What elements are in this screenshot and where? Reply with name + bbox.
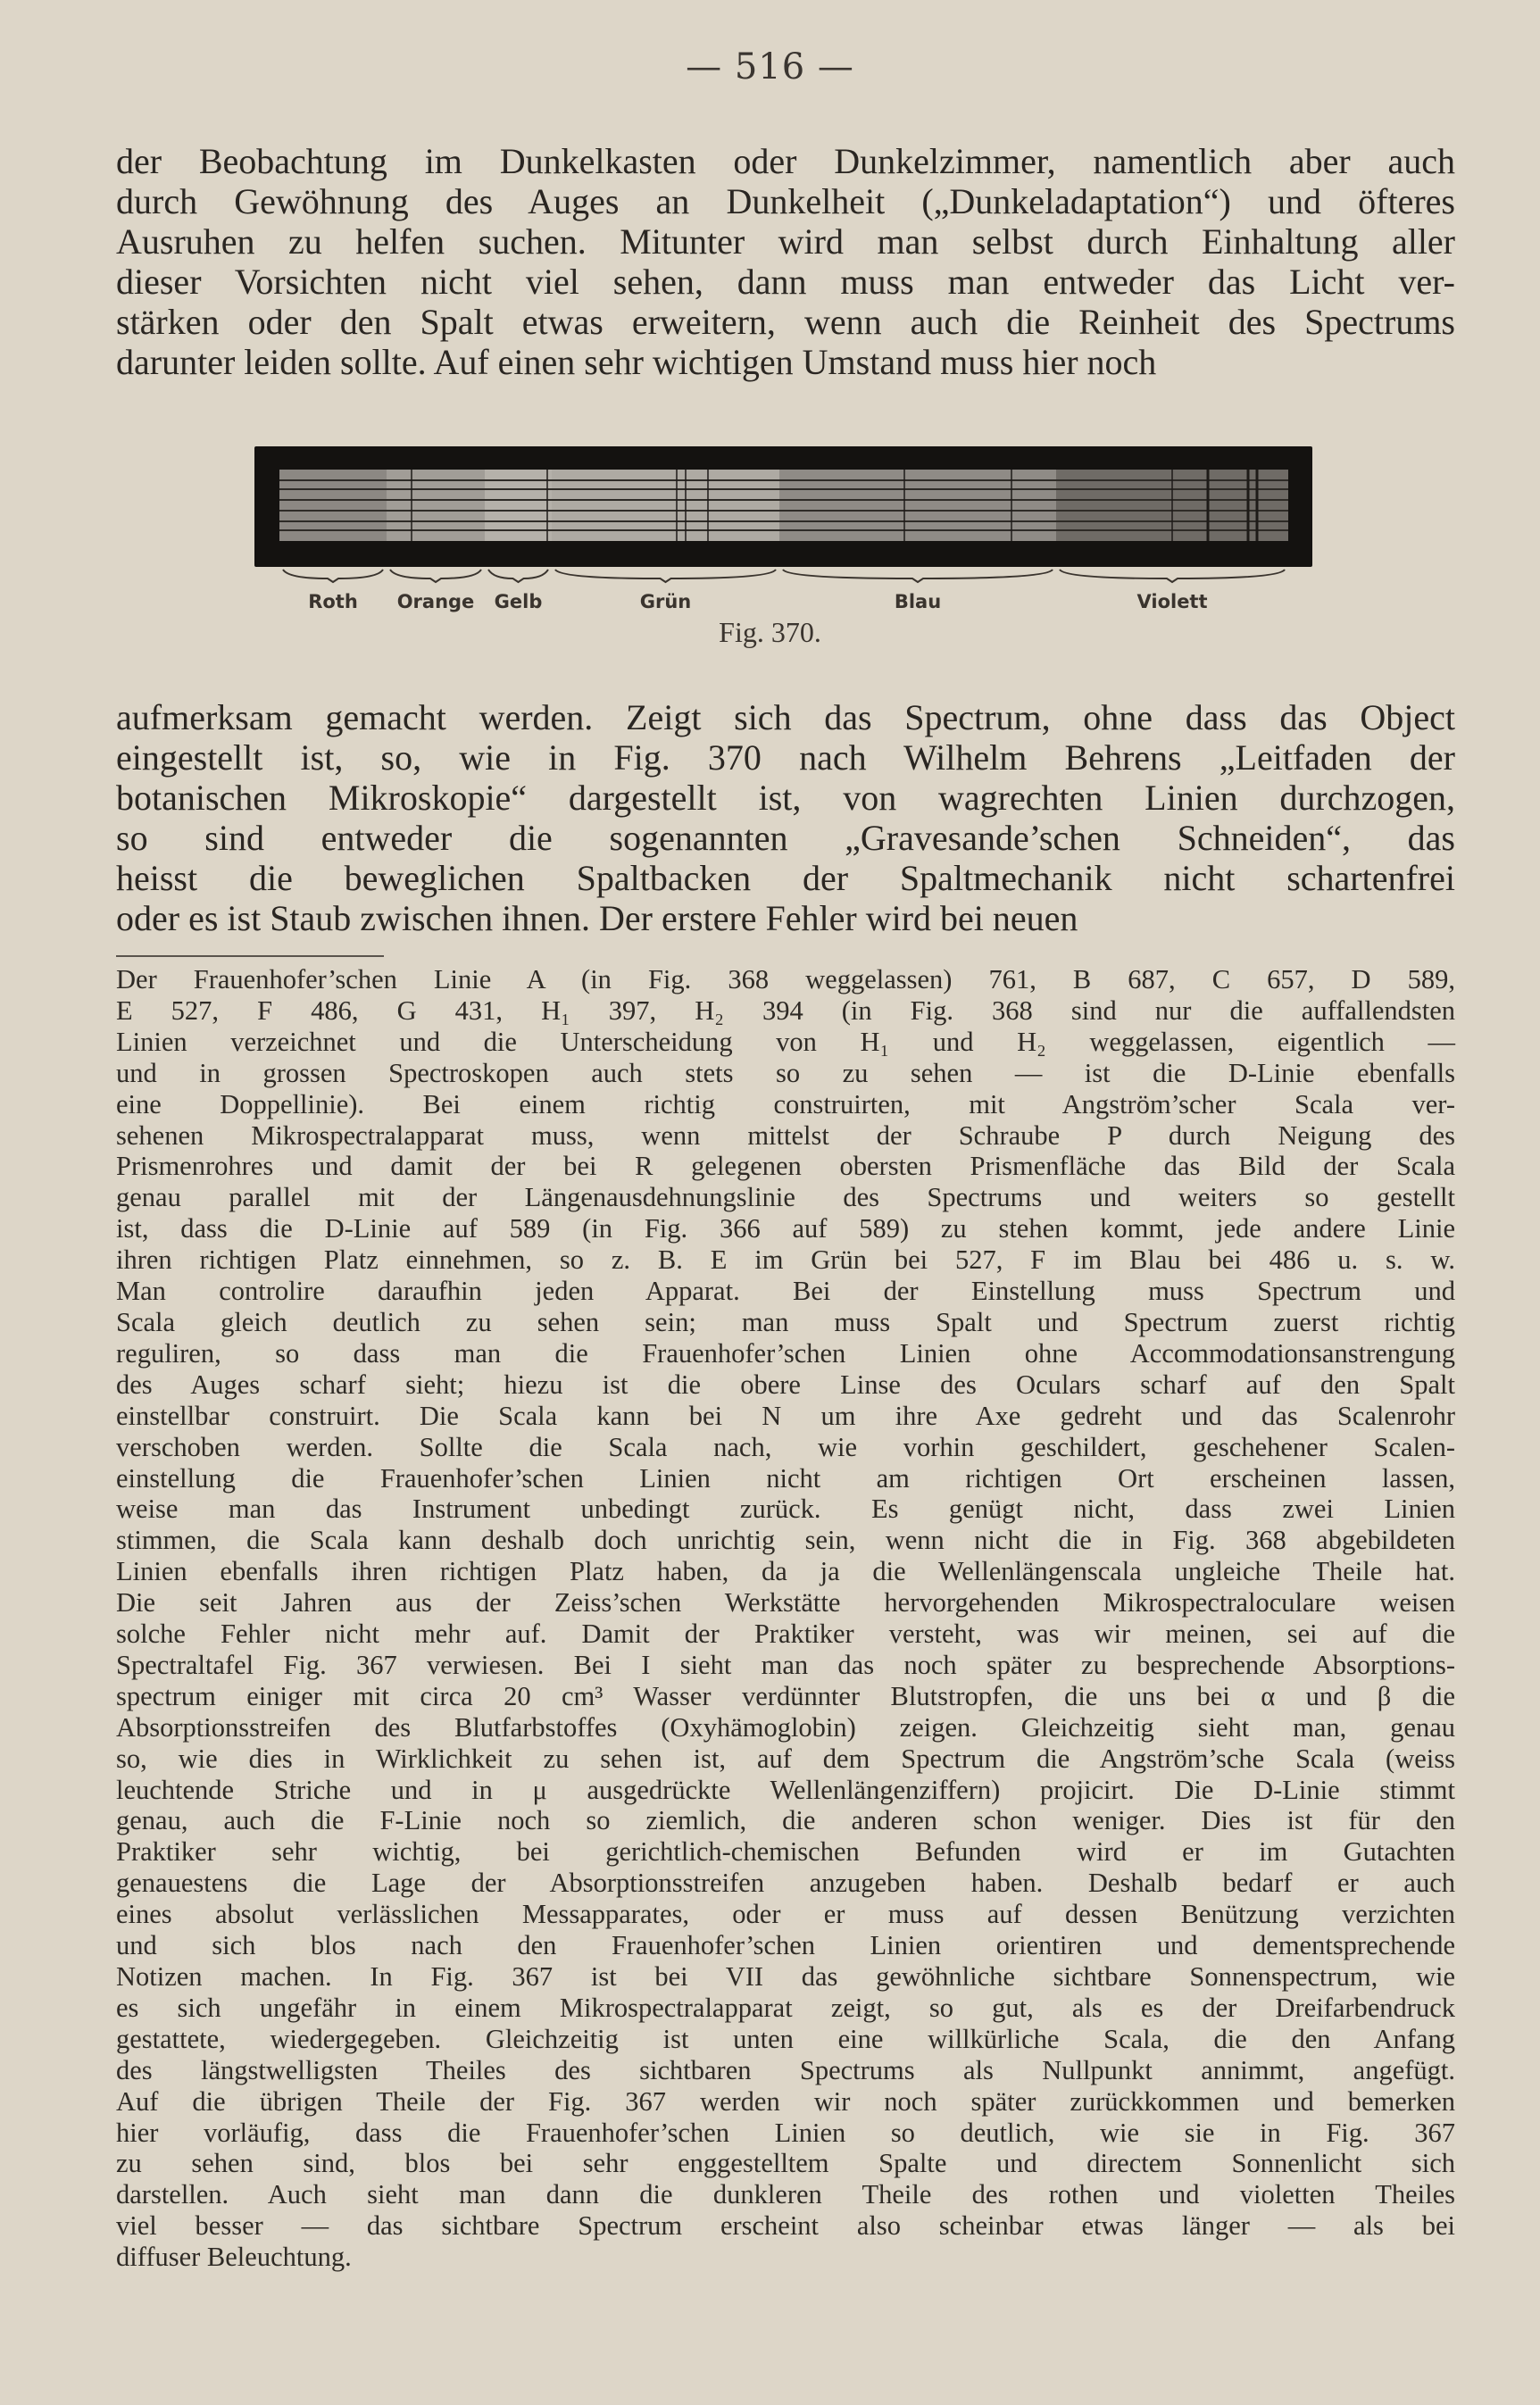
page-number: — 516 — — [686, 46, 854, 87]
footnote-line: ist, dass die D-Linie auf 589 (in Fig. 366 auf 589) zu stehen kommt, jede andere Linie — [116, 1213, 1455, 1244]
middle-paragraph-line: heisst die beweglichen Spaltbacken der Spaltmechanik nicht schartenfrei — [116, 858, 1455, 898]
footnote-line: einstellung die Frauenhofer’schen Linien nicht am richtigen Ort erscheinen lassen, — [116, 1462, 1455, 1494]
footnote-line: hier vorläufig, dass die Frauenhofer’schen Linien so deutlich, wie sie in Fig. 367 — [116, 2117, 1455, 2148]
band-braces — [254, 562, 1312, 591]
band-label: Blau — [894, 591, 942, 612]
footnote-line: Linien ebenfalls ihren richtigen Platz haben, da ja die Wellenlängenscala ungleiche Theile hat. — [116, 1556, 1455, 1587]
footnote-line: Linien verzeichnet und die Unterscheidung von H₁ und H₂ weggelassen, eigentlich — — [116, 1026, 1455, 1057]
footnote-line: genau, auch die F-Linie noch so ziemlich, die anderen schon weniger. Dies ist für den — [116, 1805, 1455, 1836]
top-paragraph-line: der Beobachtung im Dunkelkasten oder Dunkelzimmer, namentlich aber auch — [116, 141, 1455, 181]
middle-paragraph-line: eingestellt ist, so, wie in Fig. 370 nach Wilhelm Behrens „Leitfaden der — [116, 737, 1455, 778]
footnote-line: E 527, F 486, G 431, H₁ 397, H₂ 394 (in Fig. 368 sind nur die auffallendsten — [116, 994, 1455, 1026]
footnote-line: genauestens die Lage der Absorptionsstreifen anzugeben haben. Deshalb bedarf er auch — [116, 1868, 1455, 1899]
footnote-line: Prismenrohres und damit der bei R gelegenen obersten Prismenfläche das Bild der Scala — [116, 1151, 1455, 1182]
footnote-line: einstellbar construirt. Die Scala kann bei N um ihre Axe gedreht und das Scalenrohr — [116, 1400, 1455, 1431]
footnote-line: des längstwelligsten Theiles des sichtbaren Spectrums als Nullpunkt annimmt, angefügt. — [116, 2054, 1455, 2085]
band-brace — [555, 570, 776, 582]
footnote-line: es sich ungefähr in einem Mikrospectralapparat zeigt, so gut, als es der Dreifarbendruck — [116, 1992, 1455, 2023]
footnote-line: zu sehen sind, blos bei sehr enggestelltem Spalte und directem Sonnenlicht sich — [116, 2148, 1455, 2179]
footnote-line: des Auges scharf sieht; hiezu ist die obere Linse des Oculars scharf auf den Spalt — [116, 1369, 1455, 1400]
footnote-line: ihren richtigen Platz einnehmen, so z. B. E im Grün bei 527, F im Blau bei 486 u. s. w. — [116, 1244, 1455, 1276]
footnote-line: solche Fehler nicht mehr auf. Damit der Praktiker versteht, was wir meinen, sei auf die — [116, 1619, 1455, 1650]
band-labels — [254, 562, 1312, 616]
figure-caption: Fig. 370. — [719, 616, 821, 648]
footnote-line: eine Doppellinie). Bei einem richtig construirten, mit Angström’scher Scala ver- — [116, 1088, 1455, 1119]
footnote-line: diffuser Beleuchtung. — [116, 2242, 352, 2273]
band-label: Roth — [308, 591, 358, 612]
band-label: Grün — [639, 591, 692, 612]
top-paragraph-line: stärken oder den Spalt etwas erweitern, wenn auch die Reinheit des Spectrums — [116, 302, 1455, 342]
top-paragraph-line: durch Gewöhnung des Auges an Dunkelheit („Dunkeladaptation“) und öfteres — [116, 181, 1455, 221]
footnote-line: eines absolut verlässlichen Messapparates, oder er muss auf dessen Benützung verzichten — [116, 1899, 1455, 1930]
footnote-line: gestattete, wiedergegeben. Gleichzeitig ist unten eine willkürliche Scala, die den Anfang — [116, 2023, 1455, 2054]
spectrum-figure — [254, 446, 1312, 567]
footnote-line: sehenen Mikrospectralapparat muss, wenn mittelst der Schraube P durch Neigung des — [116, 1119, 1455, 1151]
footnote-line: Spectraltafel Fig. 367 verwiesen. Bei I sieht man das noch später zu besprechende Absorptions- — [116, 1649, 1455, 1680]
footnote-line: und sich blos nach den Frauenhofer’schen Linien orientiren und dementsprechende — [116, 1930, 1455, 1961]
footnote-line: reguliren, so dass man die Frauenhofer’schen Linien ohne Accommodationsanstrengung — [116, 1337, 1455, 1369]
middle-paragraph-line: botanischen Mikroskopie“ dargestellt ist, von wagrechten Linien durchzogen, — [116, 778, 1455, 818]
footnote-line: Praktiker sehr wichtig, bei gerichtlich-chemischen Befunden wird er im Gutachten — [116, 1836, 1455, 1868]
footnote-line: viel besser — das sichtbare Spectrum erscheint also scheinbar etwas länger — als bei — [116, 2210, 1455, 2242]
middle-paragraph — [116, 697, 1455, 938]
band-label: Violett — [1136, 591, 1208, 612]
middle-paragraph-line: oder es ist Staub zwischen ihnen. Der erstere Fehler wird bei neuen — [116, 898, 1078, 938]
band-label: Gelb — [494, 591, 543, 612]
footnote-line: Notizen machen. In Fig. 367 ist bei VII das gewöhnliche sichtbare Sonnenspectrum, wie — [116, 1961, 1455, 1992]
band-brace — [783, 570, 1053, 582]
band-label: Orange — [396, 591, 475, 612]
footnote-line: Die seit Jahren aus der Zeiss’schen Werkstätte hervorgehenden Mikrospectraloculare weisen — [116, 1587, 1455, 1619]
top-paragraph-line: Ausruhen zu helfen suchen. Mitunter wird man selbst durch Einhaltung aller — [116, 221, 1455, 262]
top-paragraph — [116, 141, 1455, 382]
footnote-divider — [116, 955, 384, 957]
footnote-line: verschoben werden. Sollte die Scala nach, wie vorhin geschildert, geschehener Scalen- — [116, 1431, 1455, 1462]
top-paragraph-line: dieser Vorsichten nicht viel sehen, dann muss man entweder das Licht ver- — [116, 262, 1455, 302]
footnote — [116, 964, 1455, 2273]
band-brace — [1060, 570, 1285, 582]
footnote-line: und in grossen Spectroskopen auch stets so zu sehen — ist die D-Linie ebenfalls — [116, 1057, 1455, 1088]
spectrum-strip — [254, 446, 1312, 567]
footnote-line: so, wie dies in Wirklichkeit zu sehen ist, auf dem Spectrum die Angström’sche Scala (weiss — [116, 1743, 1455, 1774]
footnote-line: Man controlire daraufhin jeden Apparat. Bei der Einstellung muss Spectrum und — [116, 1276, 1455, 1307]
band-brace — [390, 570, 481, 582]
footnote-line: Scala gleich deutlich zu sehen sein; man muss Spalt und Spectrum zuerst richtig — [116, 1306, 1455, 1337]
footnote-line: Absorptionsstreifen des Blutfarbstoffes (Oxyhämoglobin) zeigen. Gleichzeitig sieht man, genau — [116, 1711, 1455, 1743]
footnote-line: Der Frauenhofer’schen Linie A (in Fig. 368 weggelassen) 761, B 687, C 657, D 589, — [116, 964, 1455, 994]
footnote-line: darstellen. Auch sieht man dann die dunkleren Theile des rothen und violetten Theiles — [116, 2179, 1455, 2210]
top-paragraph-line: darunter leiden sollte. Auf einen sehr wichtigen Umstand muss hier noch — [116, 342, 1157, 382]
footnote-line: weise man das Instrument unbedingt zurück. Es genügt nicht, dass zwei Linien — [116, 1494, 1455, 1525]
footnote-line: Auf die übrigen Theile der Fig. 367 werden wir noch später zurückkommen und bemerken — [116, 2085, 1455, 2117]
footnote-line: stimmen, die Scala kann deshalb doch unrichtig sein, wenn nicht die in Fig. 368 abgebildeten — [116, 1525, 1455, 1556]
footnote-line: genau parallel mit der Längenausdehnungslinie des Spectrums und weiters so gestellt — [116, 1182, 1455, 1213]
footnote-line: spectrum einiger mit circa 20 cm³ Wasser verdünnter Blutstropfen, die uns bei α und β die — [116, 1680, 1455, 1711]
band-brace — [488, 570, 548, 582]
middle-paragraph-line: so sind entweder die sogenannten „Gravesande’schen Schneiden“, das — [116, 818, 1455, 858]
middle-paragraph-line: aufmerksam gemacht werden. Zeigt sich das Spectrum, ohne dass das Object — [116, 697, 1455, 737]
footnote-line: leuchtende Striche und in μ ausgedrückte Wellenlängenziffern) projicirt. Die D-Linie stimmt — [116, 1774, 1455, 1805]
band-brace — [283, 570, 383, 582]
